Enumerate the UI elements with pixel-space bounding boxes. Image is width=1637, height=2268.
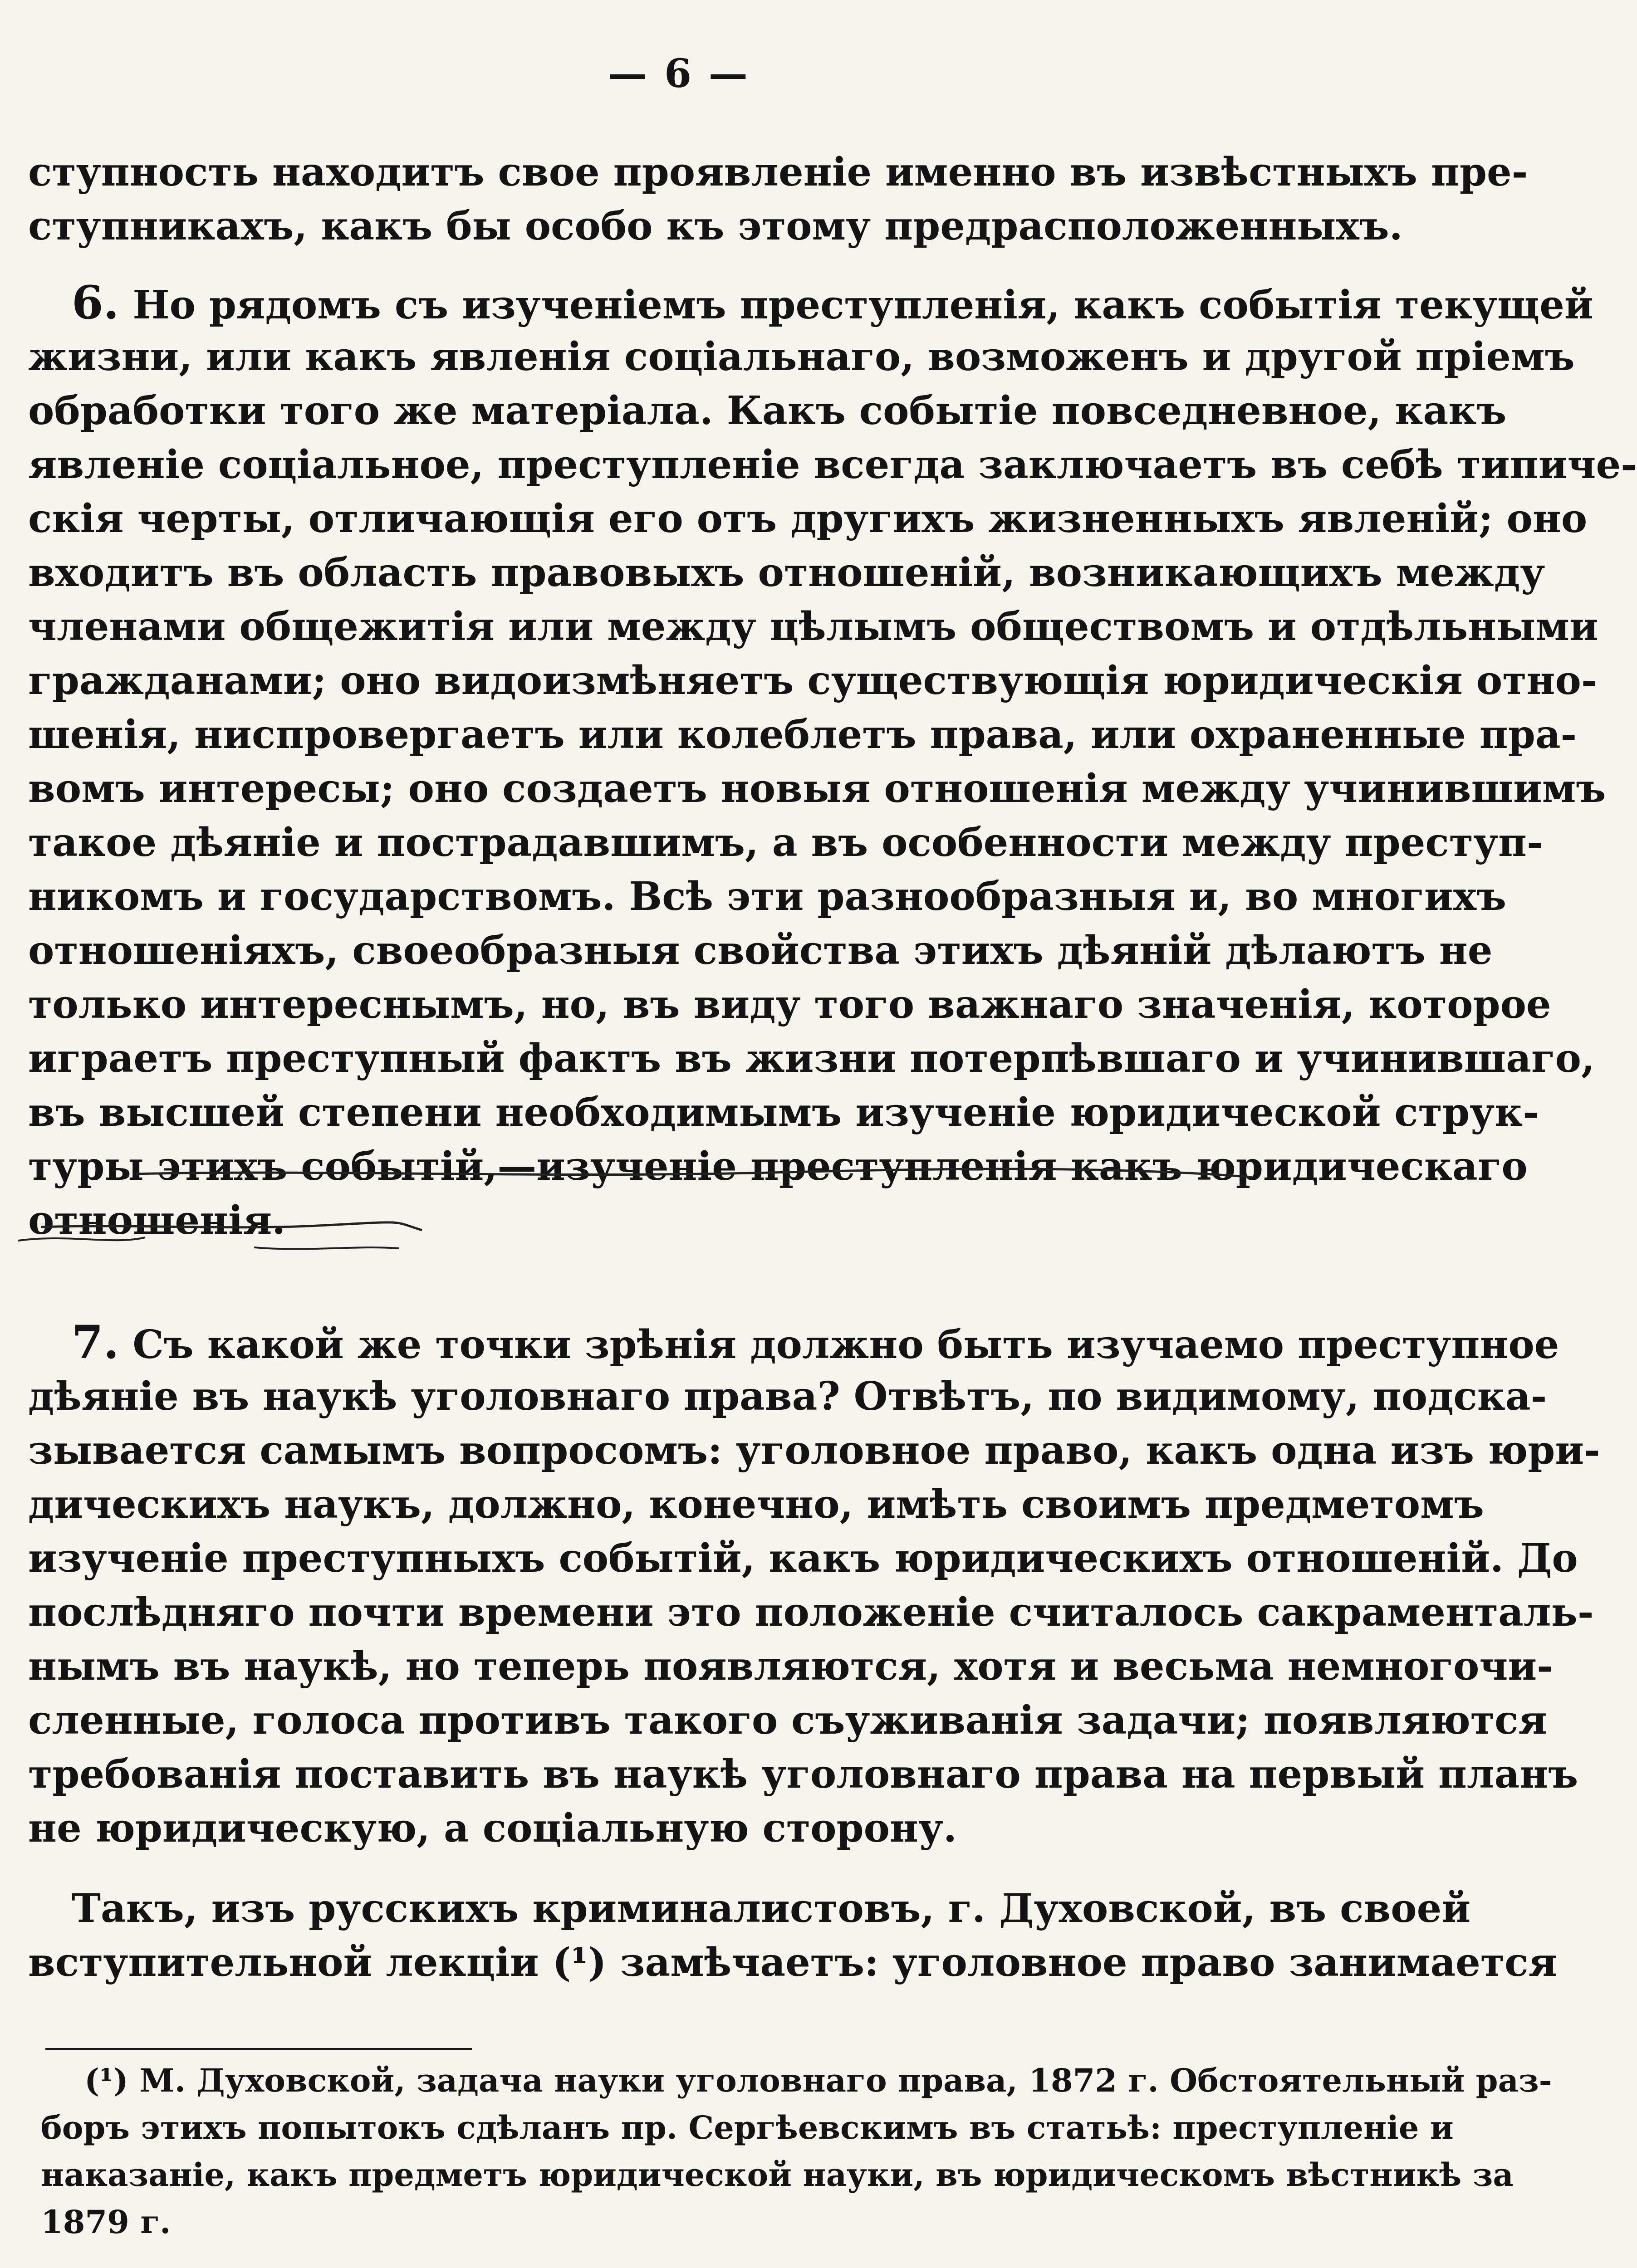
text-line: входитъ въ область правовыхъ отношеній, возникающихъ между (28, 550, 1545, 596)
text-line: дическихъ наукъ, должно, конечно, имѣть своимъ предметомъ (28, 1481, 1484, 1527)
text-line: обработки того же матеріала. Какъ событіе повседневное, какъ (28, 388, 1507, 434)
text-line: членами общежитія или между цѣлымъ обществомъ и отдѣльными (28, 604, 1598, 650)
text-line: дѣяніе въ наукѣ уголовнаго права? Отвѣтъ, по видимому, подска- (28, 1374, 1547, 1419)
text-line: зывается самымъ вопросомъ: уголовное право, какъ одна изъ юри- (28, 1427, 1600, 1473)
text-line: никомъ и государствомъ. Всѣ эти разнообразныя и, во многихъ (28, 874, 1506, 919)
text-line: не юридическую, а соціальную сторону. (28, 1805, 957, 1851)
text-line: въ высшей степени необходимымъ изученіе юридической струк- (28, 1090, 1539, 1135)
text-line: играетъ преступный фактъ въ жизни потерпѣвшаго и учинившаго, (28, 1036, 1595, 1081)
section-7 (28, 1315, 1600, 1855)
text-line: вомъ интересы; оно создаетъ новыя отношенія между учинившимъ (28, 766, 1606, 811)
footnote-line: наказаніе, какъ предметъ юридической науки, въ юридическомъ вѣстникѣ за (41, 2156, 1514, 2194)
text-line: нымъ въ наукѣ, но теперь появляются, хотя и весьма немногочи- (28, 1643, 1553, 1689)
text-line: отношеніяхъ, своеобразныя свойства этихъ дѣяній дѣлаютъ не (28, 928, 1493, 973)
text-line: вступительной лекціи (¹) замѣчаетъ: уголовное право занимается (28, 1940, 1558, 1985)
section-7-number: 7. (72, 1315, 119, 1369)
text-line: явленіе соціальное, преступленіе всегда заключаетъ въ себѣ типиче- (28, 442, 1637, 488)
text-line: Но рядомъ съ изученіемъ преступленія, какъ событія текущей (132, 282, 1593, 328)
paragraph-last (28, 1882, 1558, 1989)
text-line: жизни, или какъ явленія соціальнаго, возможенъ и другой пріемъ (28, 334, 1575, 380)
section-7-first-line (28, 1315, 1559, 1369)
text-line: шенія, ниспровергаетъ или колеблетъ права, или охраненные пра- (28, 712, 1577, 758)
text-line: такое дѣяніе и пострадавшимъ, а въ особенности между преступ- (28, 820, 1543, 865)
footnote-line: боръ этихъ попытокъ сдѣланъ пр. Сергѣевскимъ въ статьѣ: преступленіе и (41, 2109, 1454, 2146)
text-line: только интереснымъ, но, въ виду того важнаго значенія, которое (28, 982, 1551, 1027)
footnote-line: 1879 г. (41, 2203, 171, 2241)
footnote (41, 2057, 1552, 2246)
text-line: сленные, голоса противъ такого съуживанія задачи; появляются (28, 1697, 1547, 1743)
text-line: ступникахъ, какъ бы особо къ этому предрасположенныхъ. (28, 203, 1403, 249)
text-line: требованія поставить въ наукѣ уголовнаго права на первый планъ (28, 1751, 1578, 1797)
section-6 (28, 276, 1637, 1247)
footnote-divider (45, 2048, 472, 2050)
text-line: Такъ, изъ русскихъ криминалистовъ, г. Духовской, въ своей (72, 1886, 1471, 1931)
page-number: — 6 — (608, 51, 750, 97)
footnote-line: (¹) М. Духовской, задача науки уголовнаго права, 1872 г. Обстоятельный раз- (84, 2062, 1552, 2099)
text-line: скія черты, отличающія его отъ другихъ жизненныхъ явленій; оно (28, 496, 1588, 542)
text-line: изученіе преступныхъ событій, какъ юридическихъ отношеній. До (28, 1535, 1578, 1581)
paragraph-continuation (28, 145, 1528, 253)
text-line: отношенія. (28, 1198, 286, 1243)
section-6-number: 6. (72, 276, 119, 329)
text-line: гражданами; оно видоизмѣняетъ существующія юридическія отно- (28, 658, 1598, 704)
text-line: Съ какой же точки зрѣнія должно быть изучаемо преступное (132, 1322, 1559, 1368)
text-line: ступность находитъ свое проявленіе именно въ извѣстныхъ пре- (28, 149, 1528, 195)
text-line: послѣдняго почти времени это положеніе считалось сакраменталь- (28, 1589, 1594, 1635)
section-6-first-line (28, 276, 1593, 330)
text-line: туры этихъ событій,—изученіе преступленія какъ юридическаго (28, 1144, 1528, 1189)
